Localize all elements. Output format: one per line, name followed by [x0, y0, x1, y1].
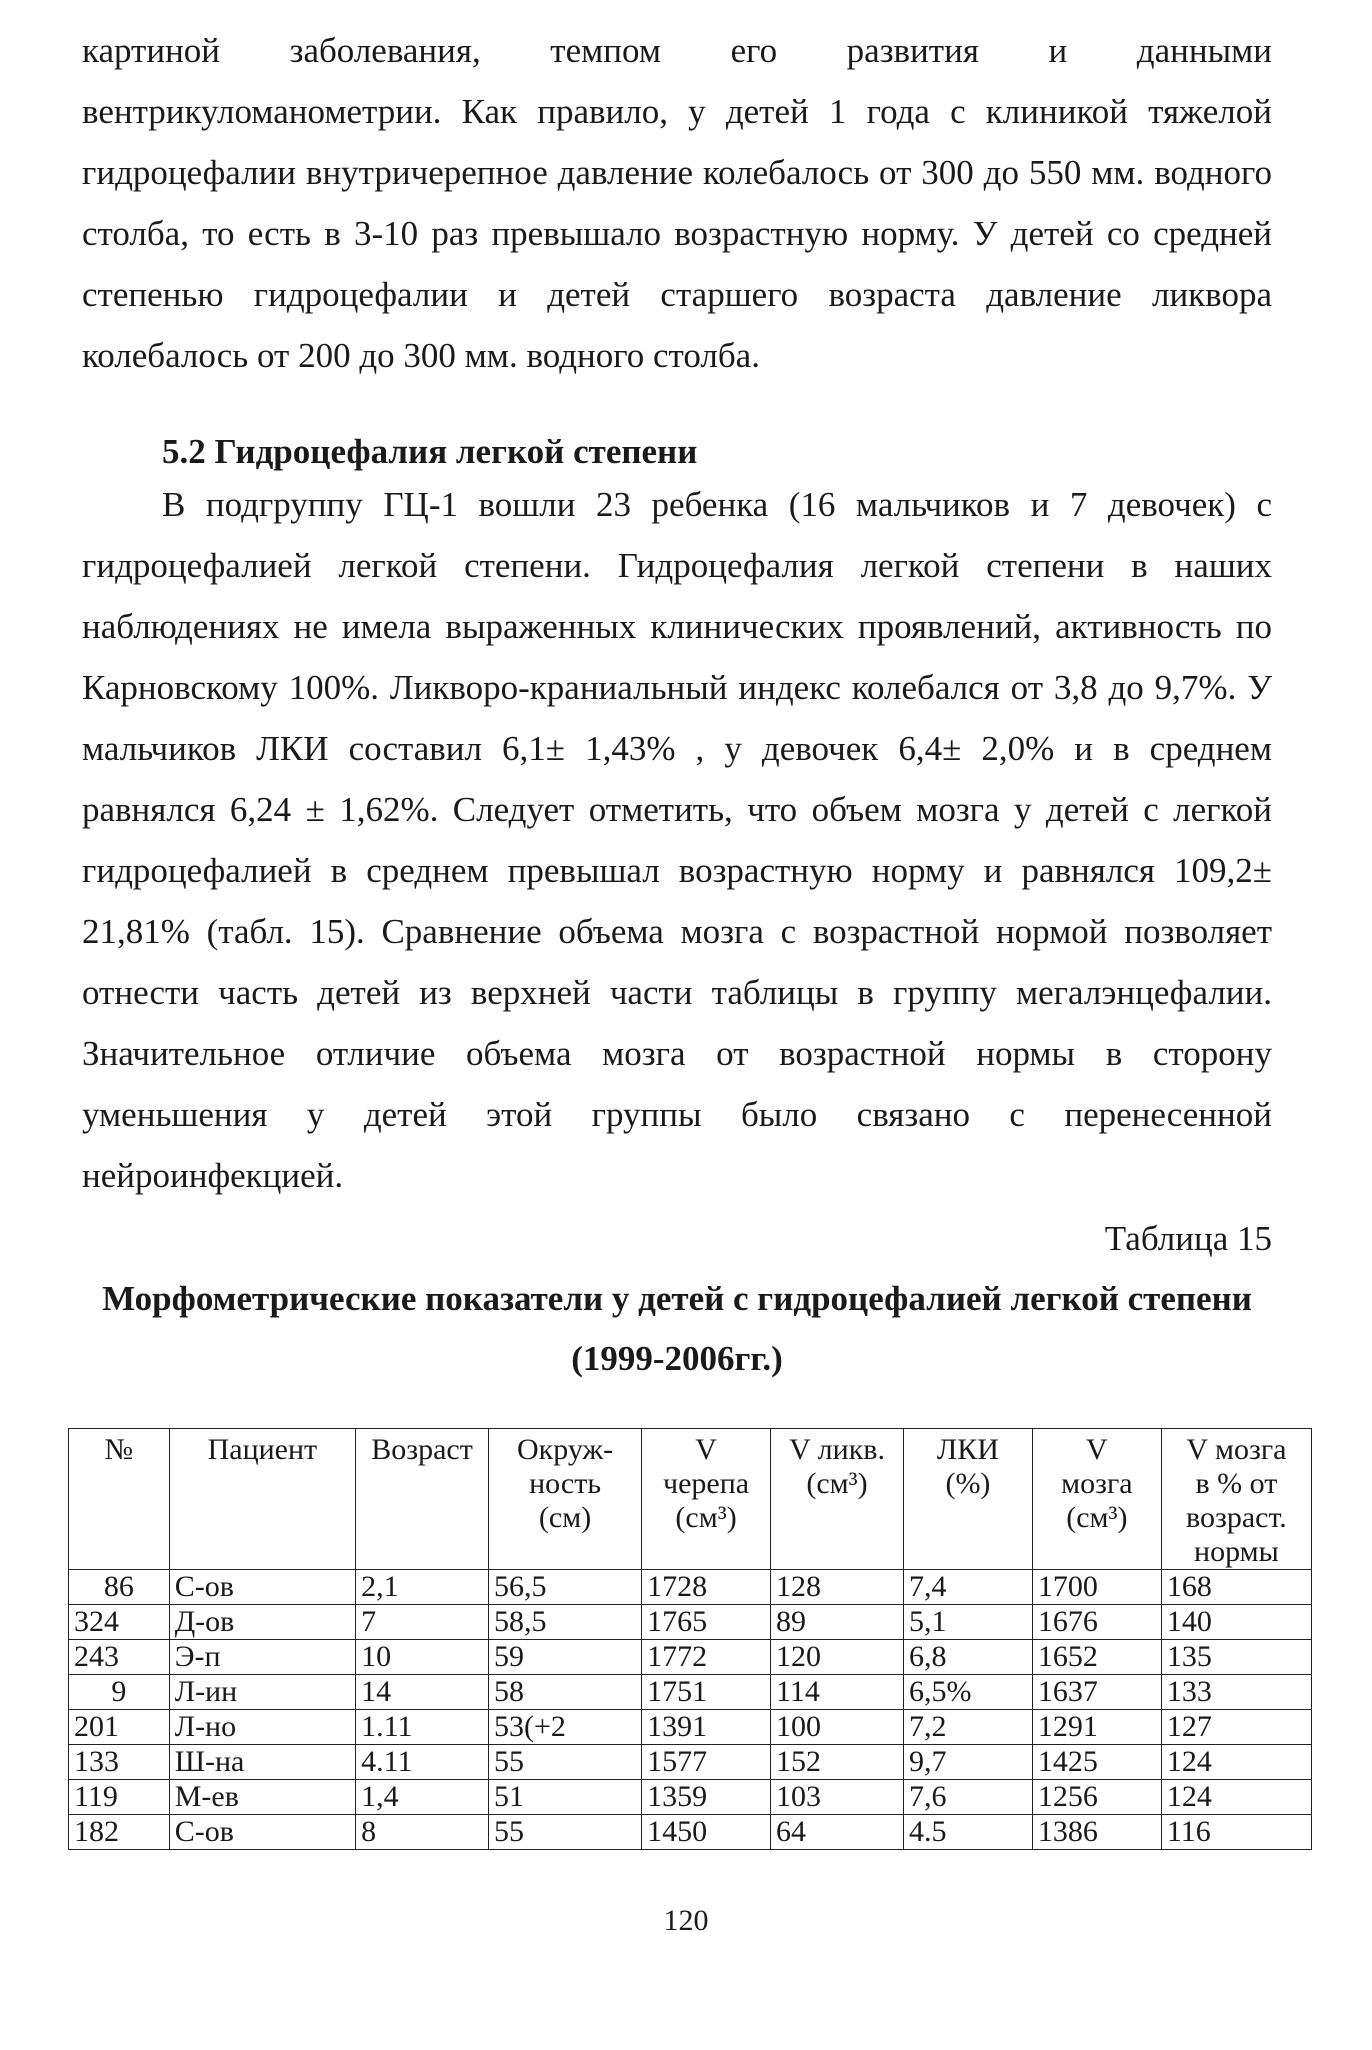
- table-cell: 4.5: [903, 1815, 1032, 1850]
- table-cell: 7,4: [903, 1570, 1032, 1605]
- table-cell: 7: [356, 1605, 489, 1640]
- table-row: [69, 1640, 1312, 1675]
- table-cell: 1765: [642, 1605, 771, 1640]
- table-row: [69, 1780, 1312, 1815]
- table-cell: С-ов: [169, 1815, 355, 1850]
- body-paragraph-1: картиной заболевания, темпом его развития и данными вентрикуломанометрии. Как правило, у детей 1 года с клиникой тяжелой гидроцефалии внутричерепное давление колебалось от 300 до 550 мм. водного столба, то есть в 3-10 раз превышало возрастную норму. У детей со средней степенью гидроцефалии и детей старшего возраста давление ликвора колебалось от 200 до 300 мм. водного столба.: [82, 31, 1272, 375]
- table-cell: С-ов: [169, 1570, 355, 1605]
- table-cell: 2,1: [356, 1570, 489, 1605]
- table-cell: 86: [69, 1570, 170, 1605]
- header-age: Возраст: [356, 1429, 489, 1570]
- header-skull-volume: V черепа (см³): [642, 1429, 771, 1570]
- table-cell: 168: [1161, 1570, 1311, 1605]
- table-cell: 89: [771, 1605, 904, 1640]
- header-number: №: [69, 1429, 170, 1570]
- table-row: [69, 1605, 1312, 1640]
- table-cell: 1676: [1032, 1605, 1161, 1640]
- table-cell: Л-но: [169, 1710, 355, 1745]
- table-cell: 1450: [642, 1815, 771, 1850]
- table-cell: 6,8: [903, 1640, 1032, 1675]
- table-cell: 243: [69, 1640, 170, 1675]
- table-cell: 182: [69, 1815, 170, 1850]
- table-cell: 1256: [1032, 1780, 1161, 1815]
- table-cell: 5,1: [903, 1605, 1032, 1640]
- table-cell: 1772: [642, 1640, 771, 1675]
- table-cell: 140: [1161, 1605, 1311, 1640]
- table-cell: 124: [1161, 1780, 1311, 1815]
- table-cell: 201: [69, 1710, 170, 1745]
- table-cell: 55: [489, 1815, 642, 1850]
- table-cell: 7,2: [903, 1710, 1032, 1745]
- table-cell: 56,5: [489, 1570, 642, 1605]
- table-cell: 1728: [642, 1570, 771, 1605]
- header-circumference: Окруж-ность (см): [489, 1429, 642, 1570]
- header-patient: Пациент: [169, 1429, 355, 1570]
- table-row: [69, 1745, 1312, 1780]
- table-row: [69, 1570, 1312, 1605]
- header-brain-volume: V мозга (см³): [1032, 1429, 1161, 1570]
- table-cell: 58,5: [489, 1605, 642, 1640]
- table-row: [69, 1710, 1312, 1745]
- table-cell: 152: [771, 1745, 904, 1780]
- header-lki: ЛКИ (%): [903, 1429, 1032, 1570]
- body-paragraph-2: В подгруппу ГЦ-1 вошли 23 ребенка (16 мальчиков и 7 девочек) с гидроцефалией легкой степени. Гидроцефалия легкой степени в наших наблюдениях не имела выраженных клинических проявлений, активность по Карновскому 100%. Ликворо-краниальный индекс колебался от 3,8 до 9,7%. У мальчиков ЛКИ составил 6,1± 1,43% , у девочек 6,4± 2,0% и в среднем равнялся 6,24 ± 1,62%. Следует отметить, что объем мозга у детей с легкой гидроцефалией в среднем превышал возрастную норму и равнялся 109,2± 21,81% (табл. 15). Сравнение объема мозга с возрастной нормой позволяет отнести часть детей из верхней части таблицы в группу мегалэнцефалии. Значительное отличие объема мозга от возрастной нормы в сторону уменьшения у детей этой группы было связано с перенесенной нейроинфекцией.: [82, 485, 1272, 1195]
- table-cell: 1700: [1032, 1570, 1161, 1605]
- table-cell: 59: [489, 1640, 642, 1675]
- table-cell: 128: [771, 1570, 904, 1605]
- table-cell: 64: [771, 1815, 904, 1850]
- table-cell: 133: [69, 1745, 170, 1780]
- table-body: [69, 1570, 1312, 1850]
- table-cell: Д-ов: [169, 1605, 355, 1640]
- table-cell: Ш-на: [169, 1745, 355, 1780]
- table-cell: 1386: [1032, 1815, 1161, 1850]
- table-label: Таблица 15: [1104, 1219, 1272, 1258]
- table-cell: 324: [69, 1605, 170, 1640]
- table-cell: 103: [771, 1780, 904, 1815]
- table-cell: 1751: [642, 1675, 771, 1710]
- table-cell: 14: [356, 1675, 489, 1710]
- table-cell: 1.11: [356, 1710, 489, 1745]
- table-cell: 1652: [1032, 1640, 1161, 1675]
- page-number: 120: [663, 1904, 709, 1937]
- table-cell: 114: [771, 1675, 904, 1710]
- table-cell: 1425: [1032, 1745, 1161, 1780]
- table-cell: 119: [69, 1780, 170, 1815]
- table-cell: 9,7: [903, 1745, 1032, 1780]
- table-cell: 55: [489, 1745, 642, 1780]
- table-cell: 10: [356, 1640, 489, 1675]
- table-cell: 124: [1161, 1745, 1311, 1780]
- table-cell: Э-п: [169, 1640, 355, 1675]
- table-cell: М-ев: [169, 1780, 355, 1815]
- header-csf-volume: V ликв. (см³): [771, 1429, 904, 1570]
- table-cell: 1577: [642, 1745, 771, 1780]
- table-cell: 1291: [1032, 1710, 1161, 1745]
- table-cell: 100: [771, 1710, 904, 1745]
- table-cell: 1391: [642, 1710, 771, 1745]
- table-row: [69, 1675, 1312, 1710]
- table-cell: 1359: [642, 1780, 771, 1815]
- table-cell: 133: [1161, 1675, 1311, 1710]
- table-cell: 120: [771, 1640, 904, 1675]
- table-row: [69, 1815, 1312, 1850]
- section-gap: [82, 386, 1272, 430]
- table-cell: 1637: [1032, 1675, 1161, 1710]
- table-cell: 1,4: [356, 1780, 489, 1815]
- table-title-line-1: Морфометрические показатели у детей с гидроцефалией легкой степени: [102, 1279, 1252, 1318]
- header-brain-volume-percent: V мозга в % от возраст. нормы: [1161, 1429, 1311, 1570]
- table-cell: 58: [489, 1675, 642, 1710]
- table-cell: 7,6: [903, 1780, 1032, 1815]
- table-cell: 116: [1161, 1815, 1311, 1850]
- morphometric-table: [68, 1428, 1312, 1850]
- table-cell: Л-ин: [169, 1675, 355, 1710]
- section-heading: 5.2 Гидроцефалия легкой степени: [162, 432, 698, 471]
- table-cell: 53(+2: [489, 1710, 642, 1745]
- table-cell: 51: [489, 1780, 642, 1815]
- document-page: [82, 20, 1272, 1389]
- table-cell: 4.11: [356, 1745, 489, 1780]
- table-title-line-2: (1999-2006гг.): [571, 1339, 783, 1378]
- table-cell: 6,5%: [903, 1675, 1032, 1710]
- table-cell: 9: [69, 1675, 170, 1710]
- table-cell: 127: [1161, 1710, 1311, 1745]
- table-header-row: [69, 1429, 1312, 1570]
- table-cell: 135: [1161, 1640, 1311, 1675]
- table-cell: 8: [356, 1815, 489, 1850]
